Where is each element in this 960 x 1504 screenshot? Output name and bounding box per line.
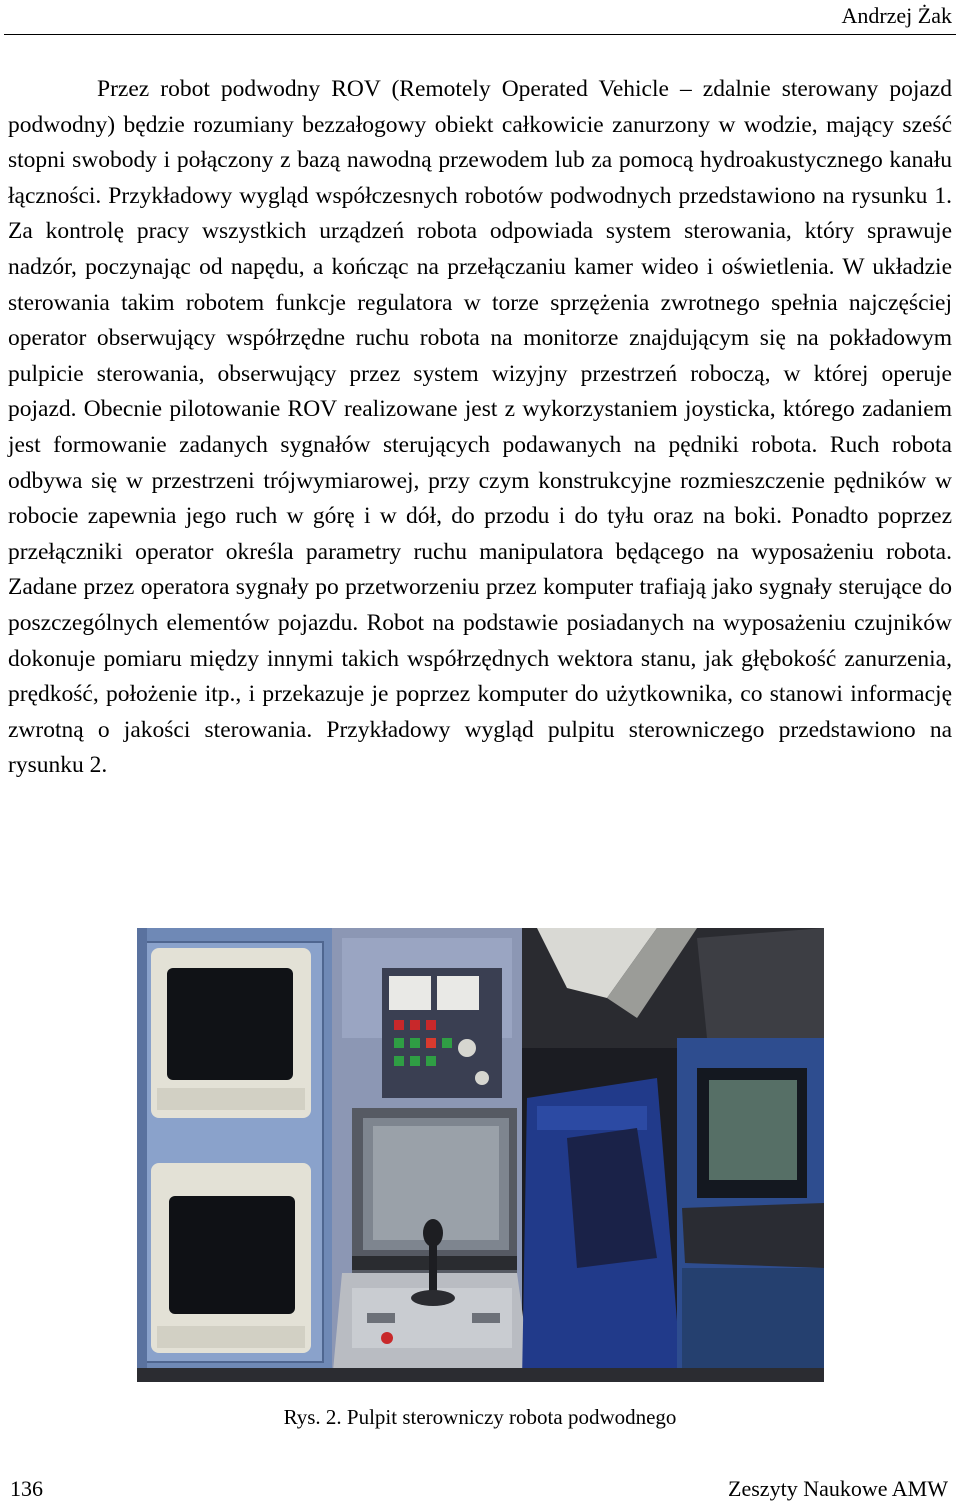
header-rule [4,34,956,35]
body-text [8,72,952,784]
running-header-author: Andrzej Żak [841,3,952,28]
page-number: 136 [10,1476,43,1501]
figure-control-console-photo [137,928,824,1382]
journal-name: Zeszyty Naukowe AMW [728,1476,948,1501]
figure-caption: Rys. 2. Pulpit sterowniczy robota podwodnego [283,1405,677,1429]
body-paragraph: Przez robot podwodny ROV (Remotely Operated Vehicle – zdalnie sterowany pojazd podwodny) będzie rozumiany bezzałogowy obiekt całkowicie zanurzony w wodzie, mający sześć stopni swobody i połączony z bazą nawodną przewodem lub za pomocą hydroakustycznego kanału łączności. Przykładowy wygląd współczesnych robotów podwodnych przedstawiono na rysunku 1. Za kontrolę pracy wszystkich urządzeń robota odpowiada system sterowania, który sprawuje nadzór, poczynając od napędu, a kończąc na przełączaniu kamer wideo i oświetlenia. W układzie sterowania takim robotem funkcje regulatora w torze sprzężenia zwrotnego spełnia najczęściej operator obserwujący współrzędne ruchu robota na monitorze znajdującym się na pokładowym pulpicie sterowania, obserwujący przez system wizyjny przestrzeń roboczą, w której operuje pojazd. Obecnie pilotowanie ROV realizowane jest z wykorzystaniem joysticka, którego zadaniem jest formowanie zadanych sygnałów sterujących podawanych na pędniki robota. Ruch robota odbywa się w przestrzeni trójwymiarowej, przy czym konstrukcyjne rozmieszczenie pędników w robocie zapewnia jego ruch w górę i w dół, do przodu i do tyłu oraz na boki. Ponadto poprzez przełączniki operator określa parametry ruchu manipulatora będącego na wyposażeniu robota. Zadane przez operatora sygnały po przetworzeniu przez komputer trafiają jako sygnały sterujące do poszczególnych elementów pojazdu. Robot na podstawie posiadanych na wyposażeniu czujników dokonuje pomiaru między innymi takich współrzędnych wektora stanu, jak głębokość zanurzenia, prędkość, położenie itp., i przekazuje je poprzez komputer do użytkownika, co stanowi informację zwrotną o jakości sterowania. Przykładowy wygląd pulpitu sterowniczego przedstawiono na rysunku 2. [8,76,952,779]
